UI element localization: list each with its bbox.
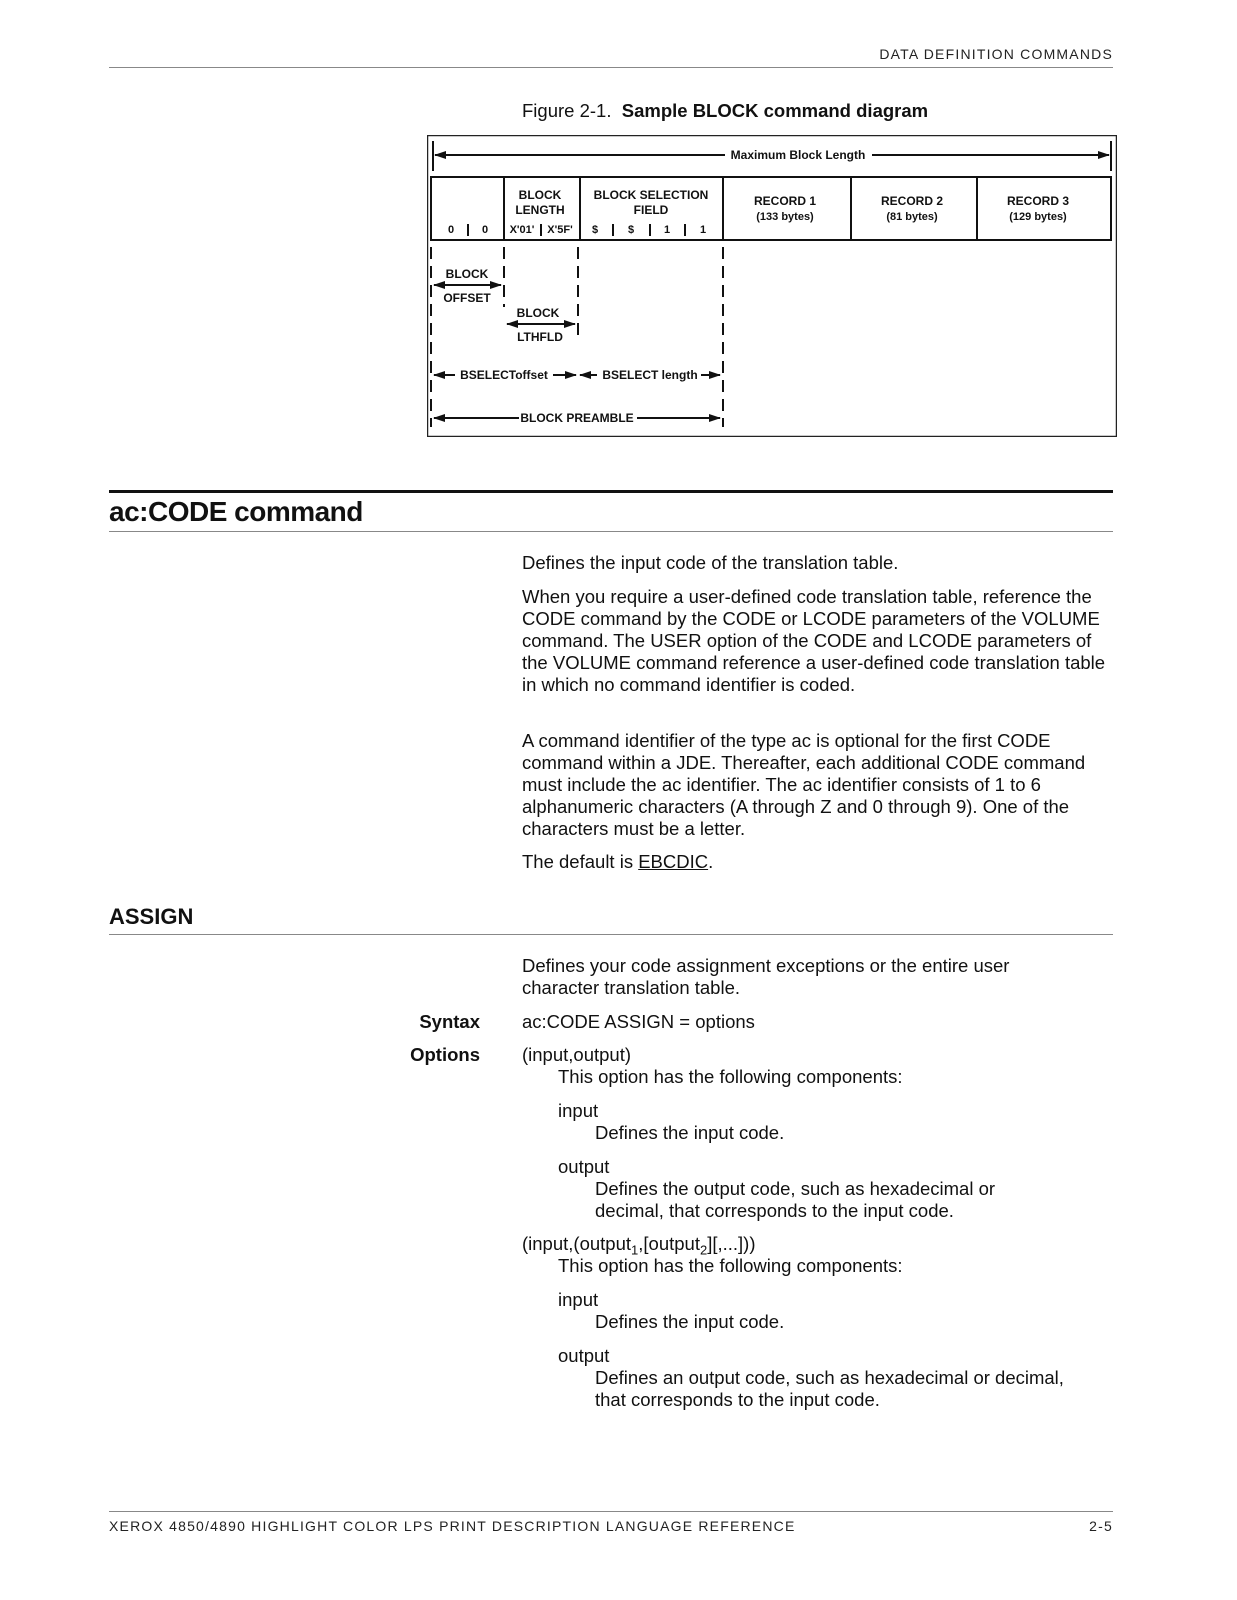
bselect-length-label: BSELECT length — [602, 368, 698, 382]
code-user-table-paragraph: When you require a user-defined code translation table, reference the CODE command by the CODE or LCODE parameters of the VOLUME command. The USER option of the CODE and LCODE parameters of the VOLUME command reference a user-defined code translation table in which no command identifier is coded. — [522, 586, 1106, 695]
block-command-diagram — [427, 135, 1117, 437]
byte-dollar-a: $ — [591, 224, 599, 236]
record1-label: RECORD 1 — [753, 194, 817, 208]
option1-output-term: output — [558, 1156, 610, 1177]
footer-rule — [109, 1511, 1113, 1512]
byte-one-b: 1 — [699, 224, 707, 236]
option1-input-term: input — [558, 1100, 599, 1121]
running-header: DATA DEFINITION COMMANDS — [879, 46, 1113, 62]
assign-title: ASSIGN — [109, 904, 194, 929]
figure-caption-prefix: Figure 2-1. — [522, 100, 612, 121]
options-label: Options — [410, 1044, 480, 1065]
assign-intro: Defines your code assignment exceptions or the entire user character translation table. — [522, 955, 1010, 998]
byte-one-a: 1 — [663, 224, 671, 236]
byte-x5f: X'5F' — [547, 224, 573, 236]
block-selection-label-1: BLOCK SELECTION — [593, 188, 709, 202]
option1-output-desc: Defines the output code, such as hexadecimal or decimal, that corresponds to the input code. — [595, 1178, 996, 1221]
option2-input-desc: Defines the input code. — [595, 1311, 785, 1332]
byte-dollar-b: $ — [627, 224, 635, 236]
option2-input-term: input — [558, 1289, 599, 1310]
block-offset-label-2: OFFSET — [443, 291, 491, 305]
record3-bytes: (129 bytes) — [1009, 211, 1067, 223]
code-intro-paragraph: Defines the input code of the translation table. — [522, 552, 899, 573]
byte-0-a: 0 — [447, 224, 455, 236]
footer-title: XEROX 4850/4890 HIGHLIGHT COLOR LPS PRINT DESCRIPTION LANGUAGE REFERENCE — [109, 1518, 796, 1534]
record2-bytes: (81 bytes) — [886, 211, 938, 223]
code-identifier-paragraph: A command identifier of the type ac is optional for the first CODE command within a JDE. Thereafter, each additional CODE command must include the ac identifier. The ac identifier consists of 1 to 6 alphanumeric characters (A through Z and 0 through 9). One of the characters must be a letter. — [522, 730, 1086, 839]
default-prefix: The default is — [522, 851, 639, 872]
syntax-value: ac:CODE ASSIGN = options — [522, 1011, 755, 1032]
block-selection-label-2: FIELD — [633, 203, 669, 217]
record3-label: RECORD 3 — [1006, 194, 1070, 208]
figure-frame — [428, 136, 1117, 437]
page-number: 2-5 — [1089, 1518, 1113, 1534]
byte-0-b: 0 — [481, 224, 489, 236]
block-offset-label-1: BLOCK — [445, 267, 489, 281]
max-block-length-label: Maximum Block Length — [730, 148, 866, 162]
section-bottom-rule — [109, 531, 1113, 532]
option2-output-term: output — [558, 1345, 610, 1366]
option2-term-b: ,[output — [638, 1233, 700, 1254]
record1-bytes: (133 bytes) — [756, 211, 814, 223]
section-top-rule — [109, 490, 1113, 493]
code-default-paragraph — [522, 851, 1112, 873]
default-value: EBCDIC — [638, 851, 709, 872]
block-lthfld-label-2: LTHFLD — [517, 330, 563, 344]
figure-caption — [522, 100, 928, 122]
option2-sub2: 2 — [699, 1242, 708, 1258]
option1-input-desc: Defines the input code. — [595, 1122, 785, 1143]
option2-term-a: (input,(output — [522, 1233, 632, 1254]
syntax-label: Syntax — [419, 1011, 480, 1032]
record2-label: RECORD 2 — [880, 194, 944, 208]
default-suffix: . — [708, 851, 714, 872]
assign-rule — [109, 934, 1113, 935]
block-preamble-label: BLOCK PREAMBLE — [520, 411, 634, 425]
header-rule — [109, 67, 1113, 68]
byte-x01: X'01' — [509, 224, 535, 236]
option1-term: (input,output) — [522, 1044, 632, 1065]
option2-term-c: ][,...])) — [707, 1233, 756, 1254]
option1-desc: This option has the following components: — [558, 1066, 903, 1087]
block-length-label-2: LENGTH — [515, 203, 565, 217]
section-title: ac:CODE command — [109, 496, 363, 527]
bselect-offset-label: BSELECToffset — [460, 368, 548, 382]
option2-output-desc: Defines an output code, such as hexadecimal or decimal, that corresponds to the input code. — [595, 1367, 1064, 1410]
option2-sub1: 1 — [631, 1242, 639, 1258]
block-lthfld-label-1: BLOCK — [516, 306, 560, 320]
block-length-label-1: BLOCK — [518, 188, 562, 202]
option2-desc: This option has the following components: — [558, 1255, 903, 1276]
figure-caption-title: Sample BLOCK command diagram — [621, 100, 929, 121]
